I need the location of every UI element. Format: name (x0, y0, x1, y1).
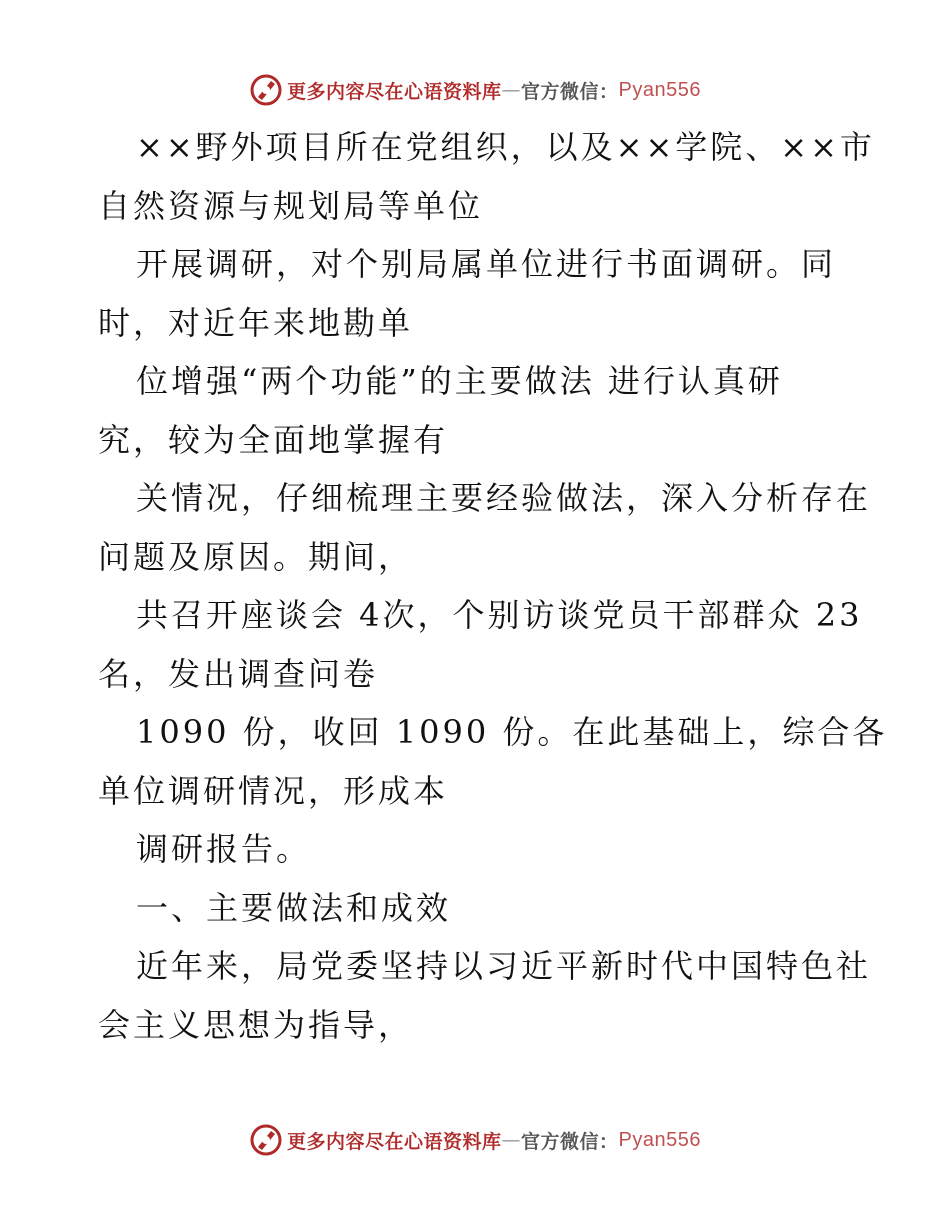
footer-watermark-banner (0, 1120, 950, 1160)
pen-seal-logo-icon (249, 1123, 283, 1157)
body-line: 共召开座谈会 4次，个别访谈党员干部群众 23 (136, 596, 863, 634)
body-line: 名，发出调查问卷 (98, 654, 379, 693)
body-line: 会主义思想为指导， (98, 1005, 414, 1044)
body-line: 单位调研情况，形成本 (98, 771, 449, 810)
body-line: 调研报告。 (136, 830, 312, 868)
body-line: 自然资源与规划局等单位 (98, 186, 484, 225)
body-line: 开展调研，对个别局属单位进行书面调研。同 (136, 245, 837, 283)
body-line: 近年来，局党委坚持以习近平新时代中国特色社 (136, 947, 872, 985)
banner-brand-text: 更多内容尽在心语资料库 (287, 1130, 502, 1153)
body-line: 时，对近年来地勘单 (98, 303, 414, 342)
body-line: 问题及原因。期间， (98, 537, 414, 576)
header-watermark-banner (0, 70, 950, 110)
body-line: 关情况，仔细梳理主要经验做法，深入分析存在 (136, 479, 872, 517)
body-line: 位增强“两个功能”的主要做法 进行认真研 (136, 362, 783, 400)
banner-dash: — (501, 1129, 522, 1151)
body-line: ××野外项目所在党组织，以及××学院、××市 (136, 128, 875, 166)
section-heading: 一、主要做法和成效 (136, 888, 452, 927)
banner-brand-text: 更多内容尽在心语资料库 (287, 80, 502, 103)
banner-account-label: 官方微信： (521, 80, 619, 103)
banner-account-id: Pyan556 (618, 1128, 701, 1151)
body-line: 1090 份，收回 1090 份。在此基础上，综合各 (136, 713, 888, 751)
banner-dash: — (501, 79, 522, 101)
pen-seal-logo-icon (249, 73, 283, 107)
banner-account-label: 官方微信： (521, 1130, 619, 1153)
document-body (98, 118, 888, 1054)
banner-account-id: Pyan556 (618, 78, 701, 101)
body-line: 究，较为全面地掌握有 (98, 420, 449, 459)
